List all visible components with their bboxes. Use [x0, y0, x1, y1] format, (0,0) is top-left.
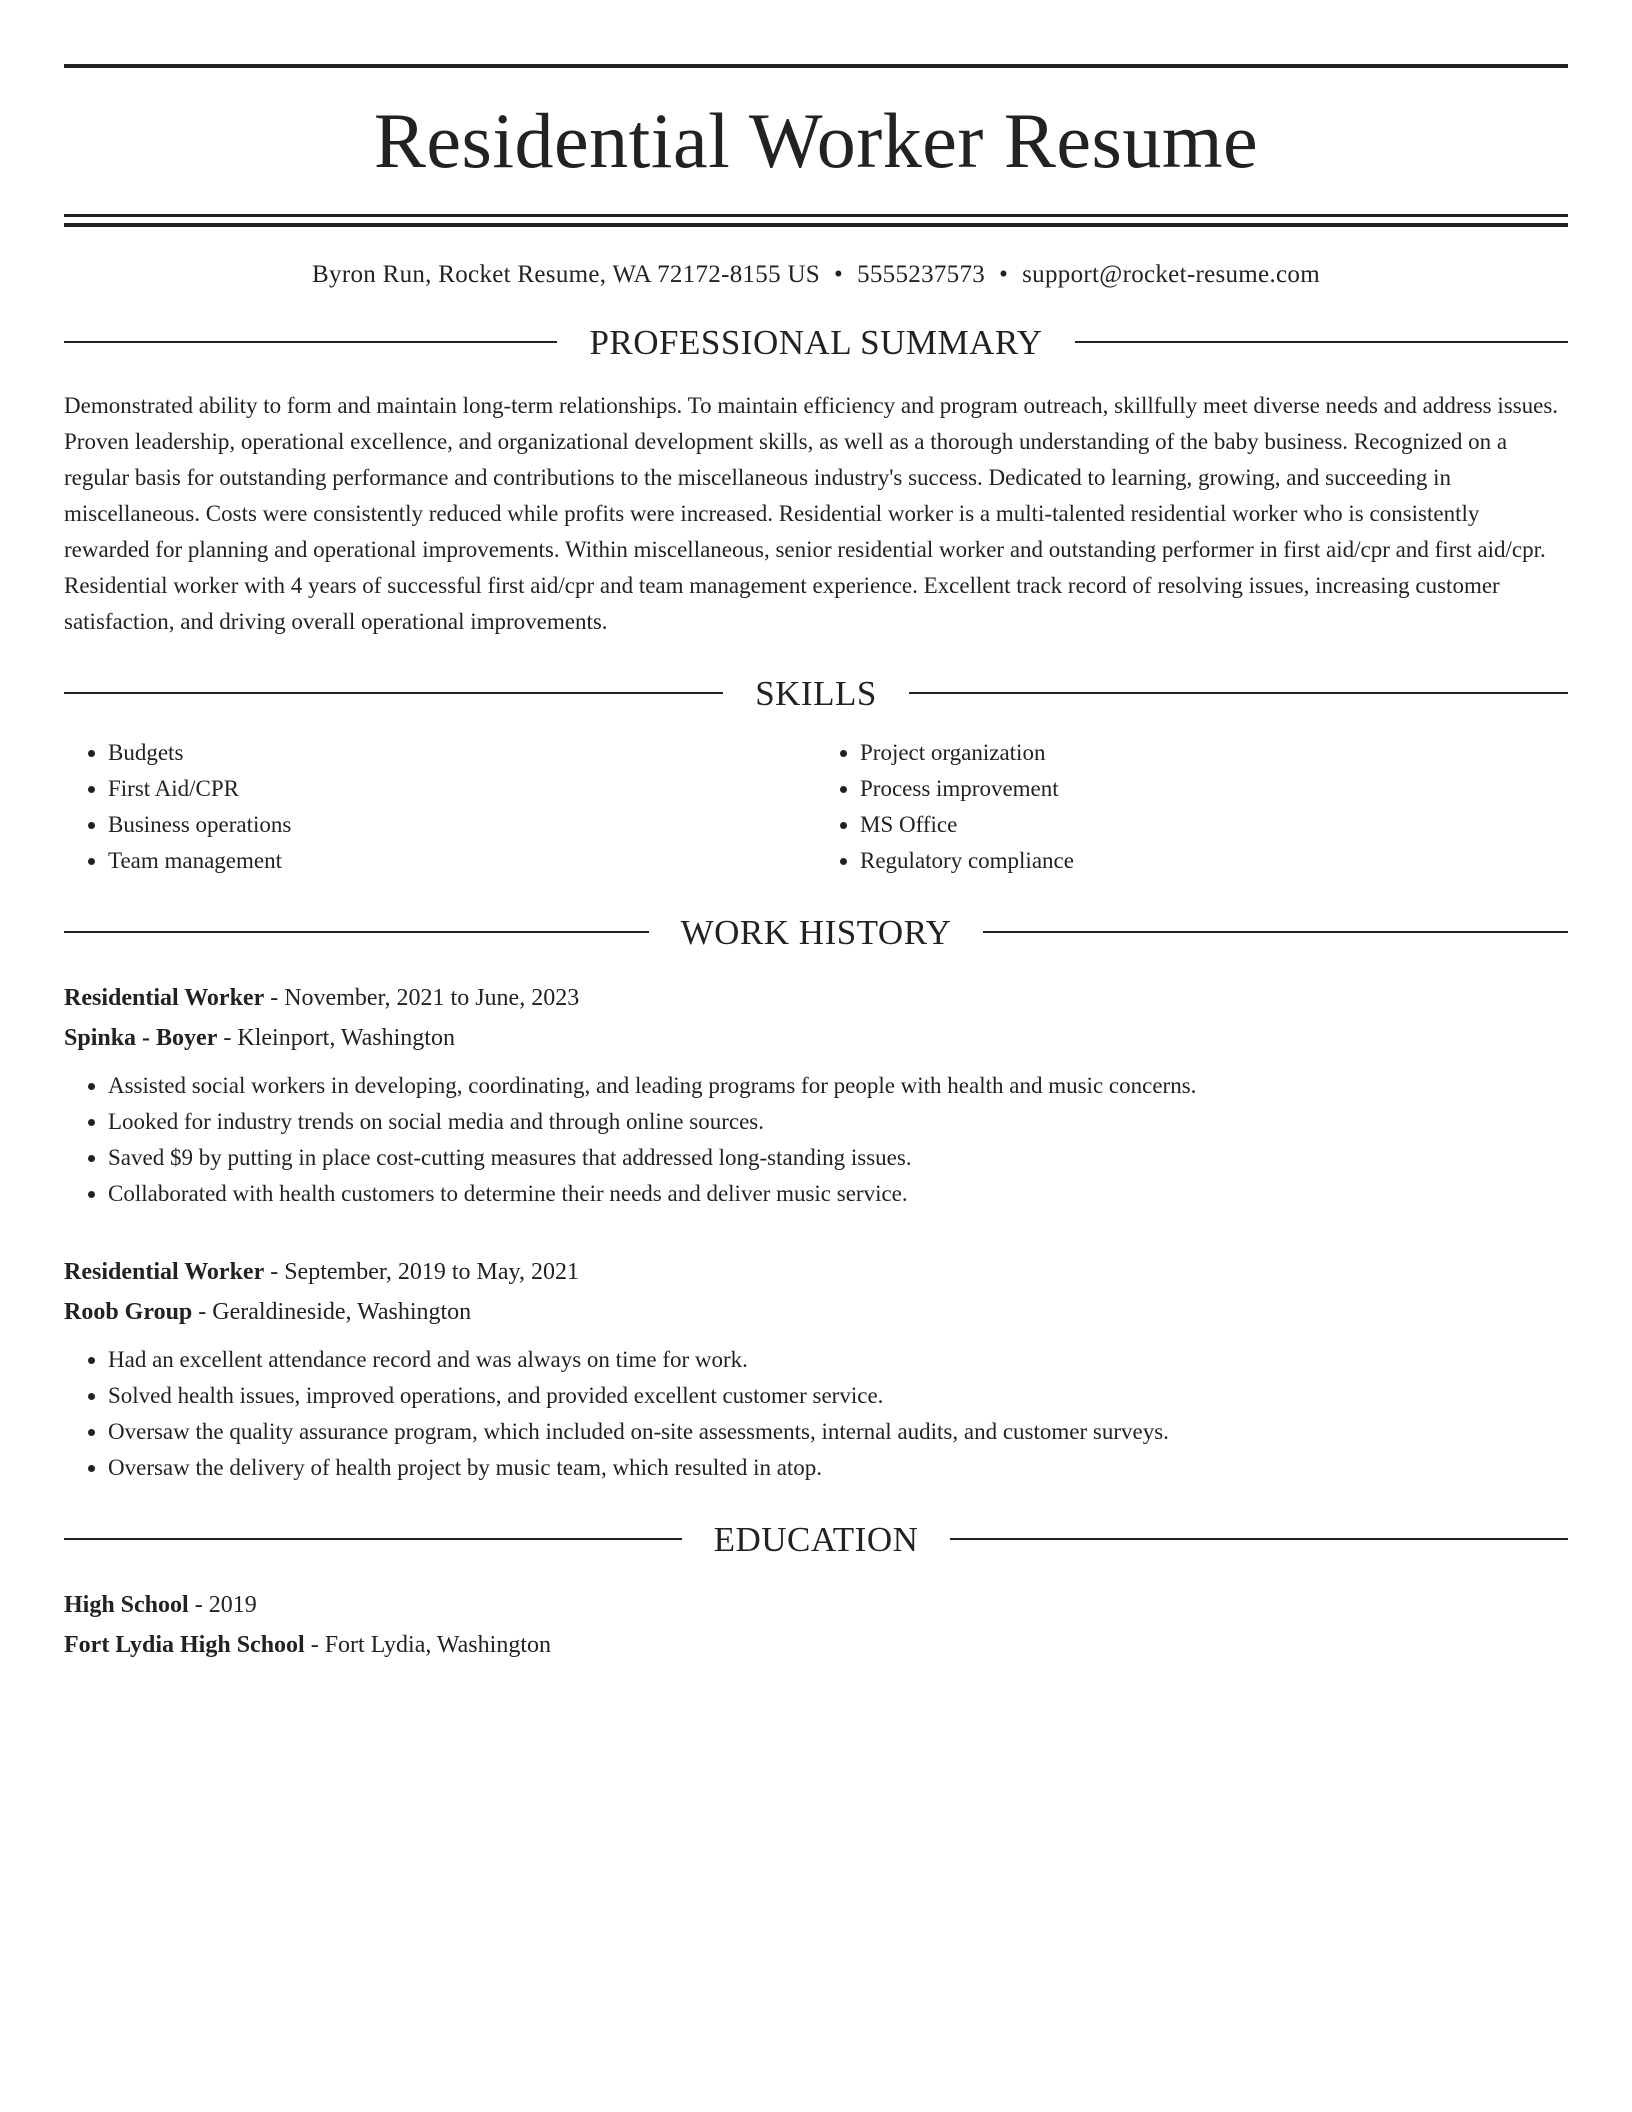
skill-item: • Process improvement: [860, 771, 1568, 807]
contact-address: Byron Run, Rocket Resume, WA 72172-8155 US: [312, 260, 821, 288]
rule-thick: [64, 223, 1568, 227]
job-bullet: • Solved health issues, improved operations, and provided excellent customer service.: [108, 1378, 1568, 1414]
heading-rule-right: [1075, 341, 1568, 343]
section-title: SKILLS: [755, 673, 877, 713]
heading-rule-right: [909, 692, 1568, 694]
job-company: Spinka - Boyer: [64, 1024, 218, 1051]
job-bullet: • Saved $9 by putting in place cost-cutting measures that addressed long-standing issues.: [108, 1140, 1568, 1176]
job-bullet: • Oversaw the delivery of health project by music team, which resulted in atop.: [108, 1450, 1568, 1486]
skill-item: • Business operations: [108, 807, 816, 843]
education-entry: [64, 1585, 1568, 1665]
education-degree: High School: [64, 1591, 189, 1618]
education-heading: [64, 1519, 1568, 1559]
contact-phone: 5555237573: [857, 260, 986, 288]
job-bullet: • Had an excellent attendance record and was always on time for work.: [108, 1342, 1568, 1378]
skills-heading: [64, 673, 1568, 713]
job-title-line: [64, 1252, 1568, 1292]
contact-separator: •: [999, 260, 1009, 288]
heading-rule-right: [950, 1538, 1568, 1540]
education-location: - Fort Lydia, Washington: [304, 1631, 551, 1658]
section-title: WORK HISTORY: [680, 912, 952, 952]
job-company-line: [64, 1292, 1568, 1332]
job-location: - Kleinport, Washington: [217, 1024, 455, 1051]
title-double-rule: [64, 214, 1568, 227]
job-bullets: [64, 1342, 1568, 1486]
skill-item: • Team management: [108, 843, 816, 879]
job-dates: - September, 2019 to May, 2021: [264, 1258, 579, 1285]
skills-list: [64, 735, 1568, 879]
job-title: Residential Worker: [64, 1258, 265, 1285]
job-entry: [64, 978, 1568, 1212]
education-degree-line: [64, 1585, 1568, 1625]
job-dates: - November, 2021 to June, 2023: [264, 984, 580, 1011]
contact-line: [64, 261, 1568, 289]
job-company: Roob Group: [64, 1298, 193, 1325]
top-rule: [64, 64, 1568, 68]
education-school-line: [64, 1625, 1568, 1665]
education-year: - 2019: [188, 1591, 257, 1618]
job-bullet: • Assisted social workers in developing, coordinating, and leading programs for people with health and music concerns.: [108, 1068, 1568, 1104]
skill-item: • Regulatory compliance: [860, 843, 1568, 879]
work-history-heading: [64, 912, 1568, 952]
skill-item: • MS Office: [860, 807, 1568, 843]
section-title: PROFESSIONAL SUMMARY: [589, 322, 1043, 362]
contact-email: support@rocket-resume.com: [1022, 260, 1320, 288]
job-entry: [64, 1252, 1568, 1486]
education-school: Fort Lydia High School: [64, 1631, 305, 1658]
job-bullet: • Oversaw the quality assurance program, which included on-site assessments, internal audits, and customer surveys.: [108, 1414, 1568, 1450]
skill-item: • Project organization: [860, 735, 1568, 771]
summary-text: Demonstrated ability to form and maintain long-term relationships. To maintain efficiency and program outreach, skillfully meet diverse needs and address issues. Proven leadership, operational excellence, and organizational development skills, as well as a thorough understanding of the baby business. Recognized on a regular basis for outstanding performance and contributions to the miscellaneous industry's success. Dedicated to learning, growing, and succeeding in miscellaneous. Costs were consistently reduced while profits were increased. Residential worker is a multi-talented residential worker who is consistently rewarded for planning and operational improvements. Within miscellaneous, senior residential worker and outstanding performer in first aid/cpr and first aid/cpr. Residential worker with 4 years of successful first aid/cpr and team management experience. Excellent track record of resolving issues, increasing customer satisfaction, and driving overall operational improvements.: [64, 392, 1559, 634]
heading-rule-left: [64, 1538, 682, 1540]
rule-thin: [64, 214, 1568, 217]
skills-column-left: [64, 735, 816, 879]
contact-separator: •: [834, 260, 844, 288]
skill-item: • First Aid/CPR: [108, 771, 816, 807]
summary-heading: [64, 322, 1568, 362]
job-title-line: [64, 978, 1568, 1018]
heading-rule-left: [64, 692, 723, 694]
job-title: Residential Worker: [64, 984, 265, 1011]
heading-rule-left: [64, 931, 649, 933]
job-company-line: [64, 1018, 1568, 1058]
resume-title: Residential Worker Resume: [373, 97, 1259, 184]
skill-item: • Budgets: [108, 735, 816, 771]
job-bullets: [64, 1068, 1568, 1212]
job-bullet: • Collaborated with health customers to determine their needs and deliver music service.: [108, 1176, 1568, 1212]
job-location: - Geraldineside, Washington: [192, 1298, 472, 1325]
heading-rule-right: [983, 931, 1568, 933]
skills-column-right: [816, 735, 1568, 879]
heading-rule-left: [64, 341, 557, 343]
section-title: EDUCATION: [713, 1519, 919, 1559]
job-bullet: • Looked for industry trends on social media and through online sources.: [108, 1104, 1568, 1140]
